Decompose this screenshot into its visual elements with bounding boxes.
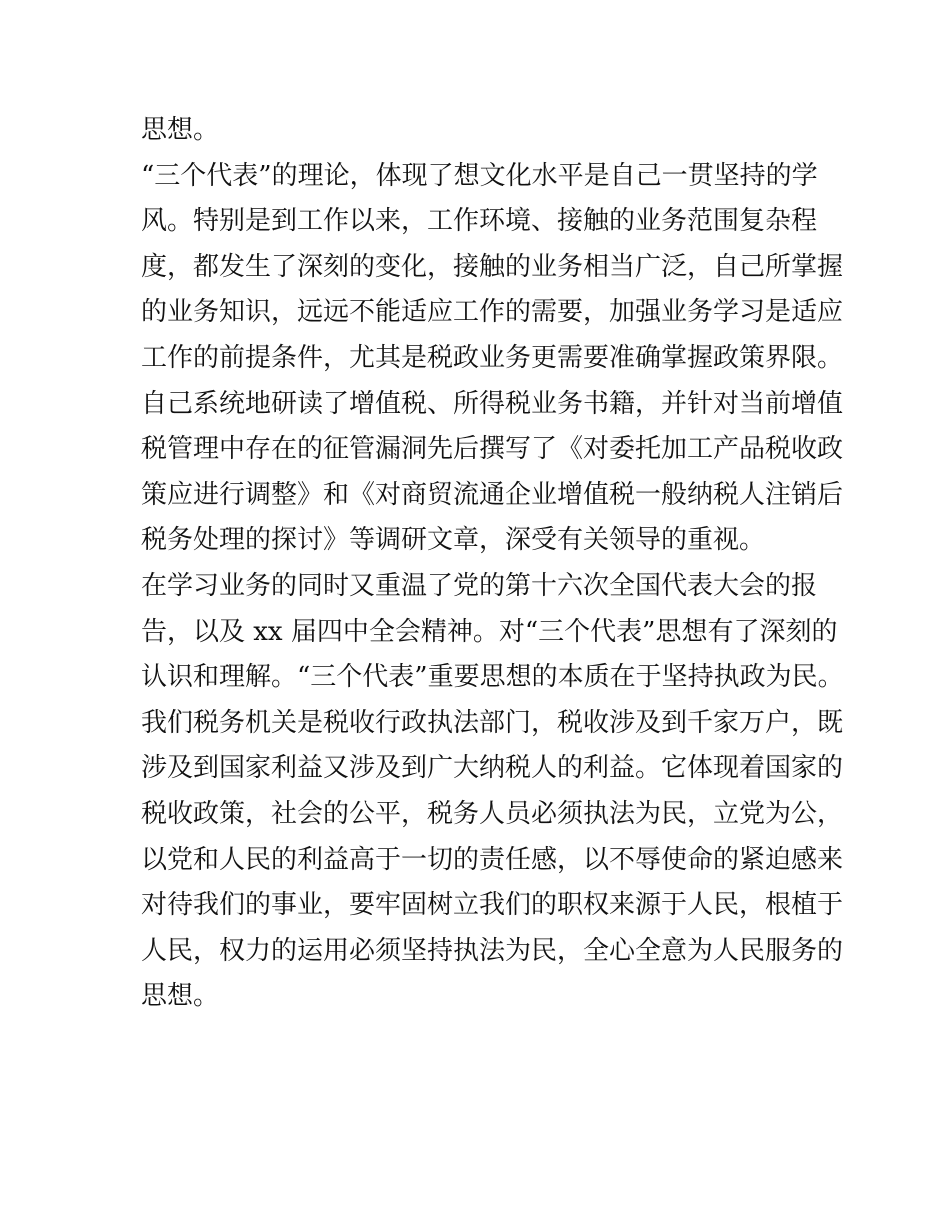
text-line-8: 税管理中存在的征管漏洞先后撰写了《对委托加工产品税收政 — [141, 434, 844, 465]
text-line-5: 的业务知识，远远不能适应工作的需要，加强业务学习是适应 — [141, 297, 844, 328]
text-line-20: 思想。 — [141, 981, 220, 1012]
text-line-17: 以党和人民的利益高于一切的责任感，以不辱使命的紧迫感来 — [141, 844, 844, 875]
text-line-11: 在学习业务的同时又重温了党的第十六次全国代表大会的报 — [141, 570, 818, 601]
text-line-4: 度，都发生了深刻的变化，接触的业务相当广泛，自己所掌握 — [141, 251, 844, 282]
text-line-3: 风。特别是到工作以来，工作环境、接触的业务范围复杂程 — [141, 206, 818, 237]
text-line-7: 自己系统地研读了增值税、所得税业务书籍，并针对当前增值 — [141, 388, 844, 419]
text-line-16: 税收政策，社会的公平，税务人员必须执法为民，立党为公， — [141, 798, 844, 829]
text-line-12: 告，以及 xx 届四中全会精神。对“三个代表”思想有了深刻的 — [141, 616, 838, 647]
text-line-13: 认识和理解。“三个代表”重要思想的本质在于坚持执政为民。 — [141, 662, 844, 693]
text-line-18: 对待我们的事业，要牢固树立我们的职权来源于人民，根植于 — [141, 890, 844, 921]
text-line-1: 思想。 — [141, 115, 220, 145]
text-line-19: 人民，权力的运用必须坚持执法为民，全心全意为人民服务的 — [141, 935, 844, 966]
text-line-6: 工作的前提条件，尤其是税政业务更需要准确掌握政策界限。 — [141, 342, 844, 373]
text-line-10: 税务处理的探讨》等调研文章，深受有关领导的重视。 — [141, 525, 766, 556]
text-line-15: 涉及到国家利益又涉及到广大纳税人的利益。它体现着国家的 — [141, 753, 844, 784]
text-line-2: “三个代表”的理论，体现了想文化水平是自己一贯坚持的学 — [141, 160, 818, 191]
document-body — [141, 108, 844, 1020]
text-line-14: 我们税务机关是税收行政执法部门，税收涉及到千家万户，既 — [141, 707, 844, 738]
text-line-9: 策应进行调整》和《对商贸流通企业增值税一般纳税人注销后 — [141, 479, 844, 510]
